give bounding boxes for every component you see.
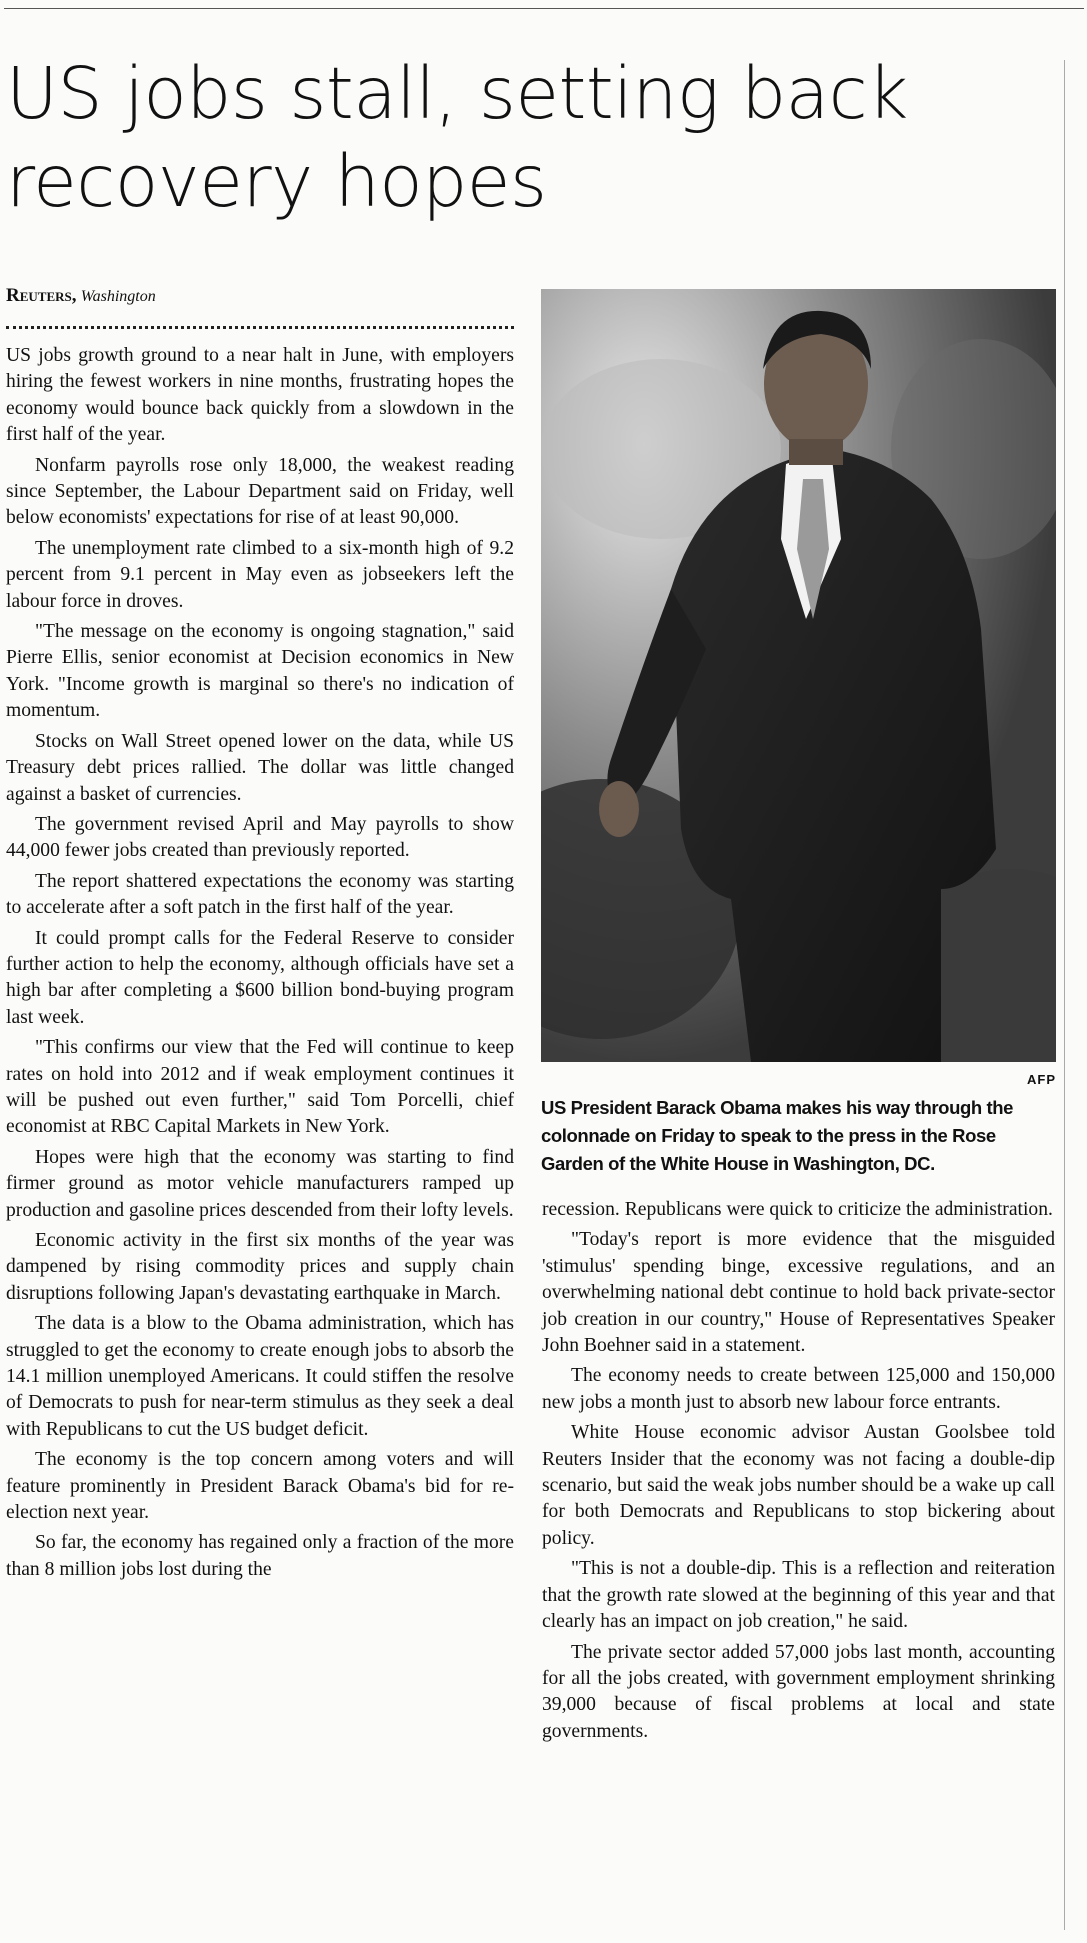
paragraph: "This is not a double-dip. This is a reflection and reiteration that the growth rate slowed at the beginning of this year and that clearly has an impact on job creation," he said. xyxy=(542,1558,1055,1633)
dotted-separator xyxy=(6,326,514,329)
paragraph: The report shattered expectations the economy was starting to accelerate after a soft patch in the first half of the year. xyxy=(6,870,514,919)
byline-agency: Reuters, xyxy=(6,285,77,306)
paragraph: The private sector added 57,000 jobs last month, accounting for all the jobs created, with government employment shrinking 39,000 because of fiscal problems at local and state governments. xyxy=(542,1641,1055,1742)
paragraph: Nonfarm payrolls rose only 18,000, the weakest reading since September, the Labour Department said on Friday, well below economists' expectations for rise of at least 90,000. xyxy=(6,454,514,529)
headline: US jobs stall, setting back recovery hopes xyxy=(6,52,908,223)
paragraph: recession. Republicans were quick to criticize the administration. xyxy=(542,1199,1053,1220)
paragraph: Economic activity in the first six months of the year was dampened by rising commodity prices and supply chain disruptions following Japan's devastating earthquake in March. xyxy=(6,1230,514,1304)
photo-illustration xyxy=(541,289,1056,1062)
paragraph: Hopes were high that the economy was starting to find firmer ground as motor vehicle manufacturers ramped up production and gasoline prices descended from their lofty levels. xyxy=(6,1146,514,1221)
paragraph: The government revised April and May payrolls to show 44,000 fewer jobs created than previously reported. xyxy=(6,813,514,862)
paragraph: "This confirms our view that the Fed will continue to keep rates on hold into 2012 and if weak employment continues it will be pushed out even further," said Tom Porcelli, chief economist at RBC Capital Markets in New York. xyxy=(6,1037,514,1138)
photo-credit: AFP xyxy=(1027,1072,1056,1087)
paragraph: "Today's report is more evidence that the misguided 'stimulus' spending binge, excessive regulations, and an overwhelming national debt continue to hold back private-sector job creation in our country," House of Representatives Speaker John Boehner said in a statement. xyxy=(542,1229,1055,1357)
byline xyxy=(6,285,506,308)
paragraph: The unemployment rate climbed to a six-month high of 9.2 percent from 9.1 percent in May even as jobseekers left the labour force in droves. xyxy=(6,537,514,612)
paragraph: "The message on the economy is ongoing stagnation," said Pierre Ellis, senior economist at Decision economics in New York. "Income growth is marginal so there's no indication of momentum. xyxy=(6,621,514,722)
paragraph: It could prompt calls for the Federal Reserve to consider further action to help the economy, although officials have set a high bar after completing a $600 billion bond-buying program last week. xyxy=(6,927,514,1028)
article-column-right xyxy=(542,1197,1055,1749)
paragraph: White House economic advisor Austan Goolsbee told Reuters Insider that the economy was not facing a double-dip scenario, but said the weak jobs number should be a wake up call for both Democrats and Republicans to stop bickering about policy. xyxy=(542,1422,1055,1549)
paragraph: The economy is the top concern among voters and will feature prominently in President Barack Obama's bid for re-election next year. xyxy=(6,1449,514,1524)
paragraph: So far, the economy has regained only a fraction of the more than 8 million jobs lost during the xyxy=(6,1532,514,1580)
article-column-left xyxy=(6,343,514,1587)
right-column-rule xyxy=(1064,60,1065,1930)
paragraph: Stocks on Wall Street opened lower on the data, while US Treasury debt prices rallied. The dollar was little changed against a basket of currencies. xyxy=(6,730,514,805)
byline-place: Washington xyxy=(80,288,156,305)
photo-caption: US President Barack Obama makes his way through the colonnade on Friday to speak to the press in the Rose Garden of the White House in Washington, DC. xyxy=(541,1097,1014,1174)
news-photo xyxy=(541,289,1056,1062)
paragraph: US jobs growth ground to a near halt in June, with employers hiring the fewest workers in nine months, frustrating hopes the economy would bounce back quickly from a slowdown in the first half of the year. xyxy=(6,345,514,446)
top-rule xyxy=(4,8,1084,9)
paragraph: The economy needs to create between 125,000 and 150,000 new jobs a month just to absorb new labour force entrants. xyxy=(542,1365,1055,1413)
paragraph: The data is a blow to the Obama administration, which has struggled to get the economy to create enough jobs to absorb the 14.1 million unemployed Americans. It could stiffen the resolve of Democrats to push for near-term stimulus as they seek a deal with Republicans to cut the US budget deficit. xyxy=(6,1313,514,1440)
